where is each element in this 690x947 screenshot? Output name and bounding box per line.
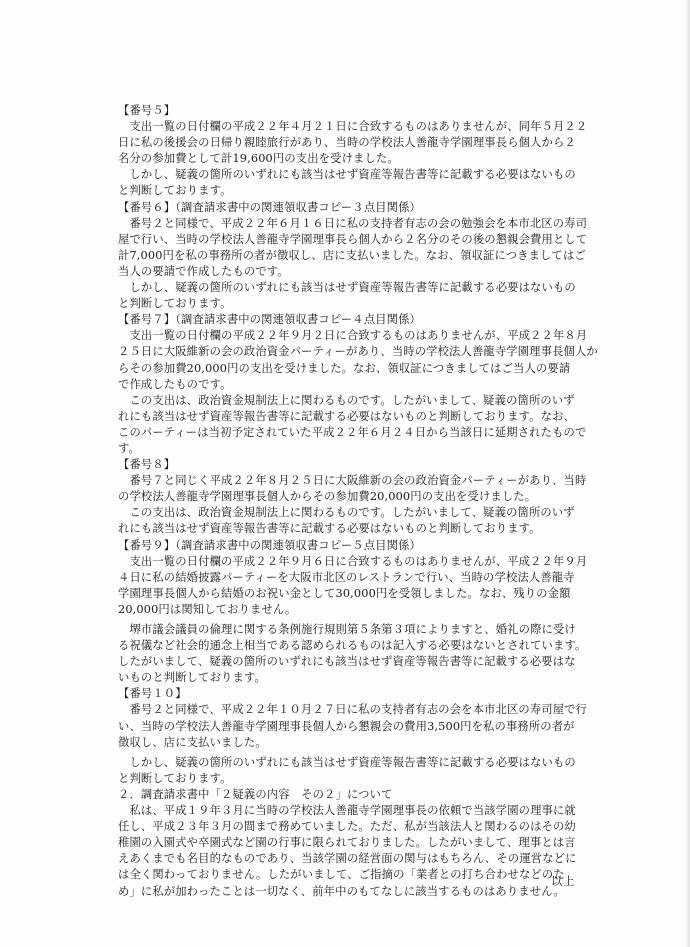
text-line: 任し、平成２３年３月の間まで務めていました。ただ、私が当該法人と関わるのはその幼 [118,820,576,834]
text-line: 番号２と同様で、平成２２年１０月２７日に私の支持者有志の会を本市北区の寿司屋で行 [118,703,588,717]
text-line: 番号７と同じく平成２２年８月２５日に大阪維新の会の政治資金パーティーがあり、当時 [118,474,587,488]
text-line: と判断しております。 [118,771,232,785]
section-heading-no6: 【番号６】（調査請求書中の関連領収書コピー３点目関係） [118,200,421,214]
section-heading-no7: 【番号７】（調査請求書中の関連領収書コピー４点目関係） [118,313,421,327]
text-line: の学校法人善龍寺学園理事長個人からその参加費20,000円の支出を受けました。 [118,490,537,504]
text-line: えあくまでも名目的なものであり、当該学園の経営面の関与はもちろん、その運営などに [118,852,577,866]
text-line: で作成したものです。 [118,377,232,391]
text-line: 番号２と同様で、平成２２年６月１６日に私の支持者有志の会の勉強会を本市北区の寿司 [118,216,588,230]
text-line: れにも該当はせず資産等報告書等に記載する必要はないものと判断しております。 [118,522,541,536]
text-line: 日に私の後援会の日帰り親睦旅行があり、当時の学校法人善龍寺学園理事長ら個人から２ [118,136,576,150]
text-line: しかし、疑義の箇所のいずれにも該当はせず資産等報告書等に記載する必要はないもの [118,281,576,295]
text-line: 支出一覧の日付欄の平成２２年９月２日に合致するものはありませんが、平成２２年８月 [118,329,588,343]
text-line: と判断しております。 [118,184,232,198]
text-line: 屋で行い、当時の学校法人善龍寺学園理事長ら個人から２名分のその後の懇親会費用として [118,232,588,246]
text-line: このパーティーは当初予定されていた平成２２年６月２４日から当該日に延期されたもので [118,425,587,439]
text-line: 私は、平成１９年３月に当時の学校法人善龍寺学園理事長の依頼で当該学園の理事に就 [118,804,576,818]
text-line: したがいまして、疑義の箇所のいずれにも該当はせず資産等報告書等に記載する必要はな [118,655,576,669]
text-line: らその参加費20,000円の支出を受けました。なお、領収証につきましてはご当人の要請 [118,361,571,375]
text-line: いものと判断しております。 [118,671,266,685]
scan-edge [686,0,690,947]
text-line: る祝儀など社会的通念上相当である認められるものは記入する必要はないとされています。 [118,639,587,653]
text-line: 稚園の入園式や卒園式など園の行事に限られておりました。したがいまして、理事とは言 [118,836,576,850]
text-line: 徴収し、店に支払いました。 [118,735,267,749]
text-line: め」に私が加わったことは一切なく、前年中のもてなしに該当するものはありません。 [118,884,565,898]
text-line: この支出は、政治資金規制法上に関わるものです。したがいまして、疑義の箇所のいず [118,393,575,407]
text-line: 支出一覧の日付欄の平成２２年４月２１日に合致するものはありませんが、同年５月２２ [118,120,588,134]
text-line: す。 [118,441,140,455]
section-heading-no5: 【番号５】 [118,104,176,117]
text-line: 名分の参加費として計19,600円の支出を受けました。 [118,152,399,166]
document-body [118,103,598,900]
text-line: い、当時の学校法人善龍寺学園理事長個人から懇親会の費用3,500円を私の事務所の者が [118,719,575,733]
text-line: 20,000円は関知しておりません。 [118,602,297,616]
section-heading-no10: 【番号１０】 [118,687,187,701]
text-line: は全く関わっておりません。したがいまして、ご指摘の「業者との打ち合わせなどのた [118,868,565,882]
text-paragraph: 計7,000円を私の事務所の者が徴収し、店に支払いました。なお、領収証につきましてはご当人の要請で作成したものです。 [118,248,586,278]
text-line: 支出一覧の日付欄の平成２２年９月６日に合致するものはありませんが、平成２２年９月 [118,554,588,568]
text-line: ２５日に大阪維新の会の政治資金パーティーがあり、当時の学校法人善龍寺学園理事長個人か [118,345,598,359]
text-line: れにも該当はせず資産等報告書等に記載する必要はないものと判断しております。なお、 [118,409,575,423]
text-line: この支出は、政治資金規制法上に関わるものです。したがいまして、疑義の箇所のいず [118,506,575,520]
text-line: しかし、疑義の箇所のいずれにも該当はせず資産等報告書等に記載する必要はないもの [118,755,576,769]
section-heading-no9: 【番号９】（調査請求書中の関連領収書コピー５点目関係） [118,538,421,552]
closing-mark: 以上 [551,875,576,888]
text-line: 学園理事長個人から結婚のお祝い金として30,000円を受領しました。なお、残りの金額 [118,586,571,600]
section-heading-item2: ２．調査請求書中「２疑義の内容 その２」について [118,787,393,801]
text-line: 堺市議会議員の倫理に関する条例施行規則第５条第３項によりますと、婚礼の際に受け [118,623,576,636]
text-line: しかし、疑義の箇所のいずれにも該当はせず資産等報告書等に記載する必要はないもの [118,168,576,182]
text-line: ４日に私の結婚披露パーティーを大阪市北区のレストランで行い、当時の学校法人善龍寺 [118,570,575,584]
section-heading-no8: 【番号８】 [118,458,176,472]
text-line: と判断しております。 [118,297,232,311]
